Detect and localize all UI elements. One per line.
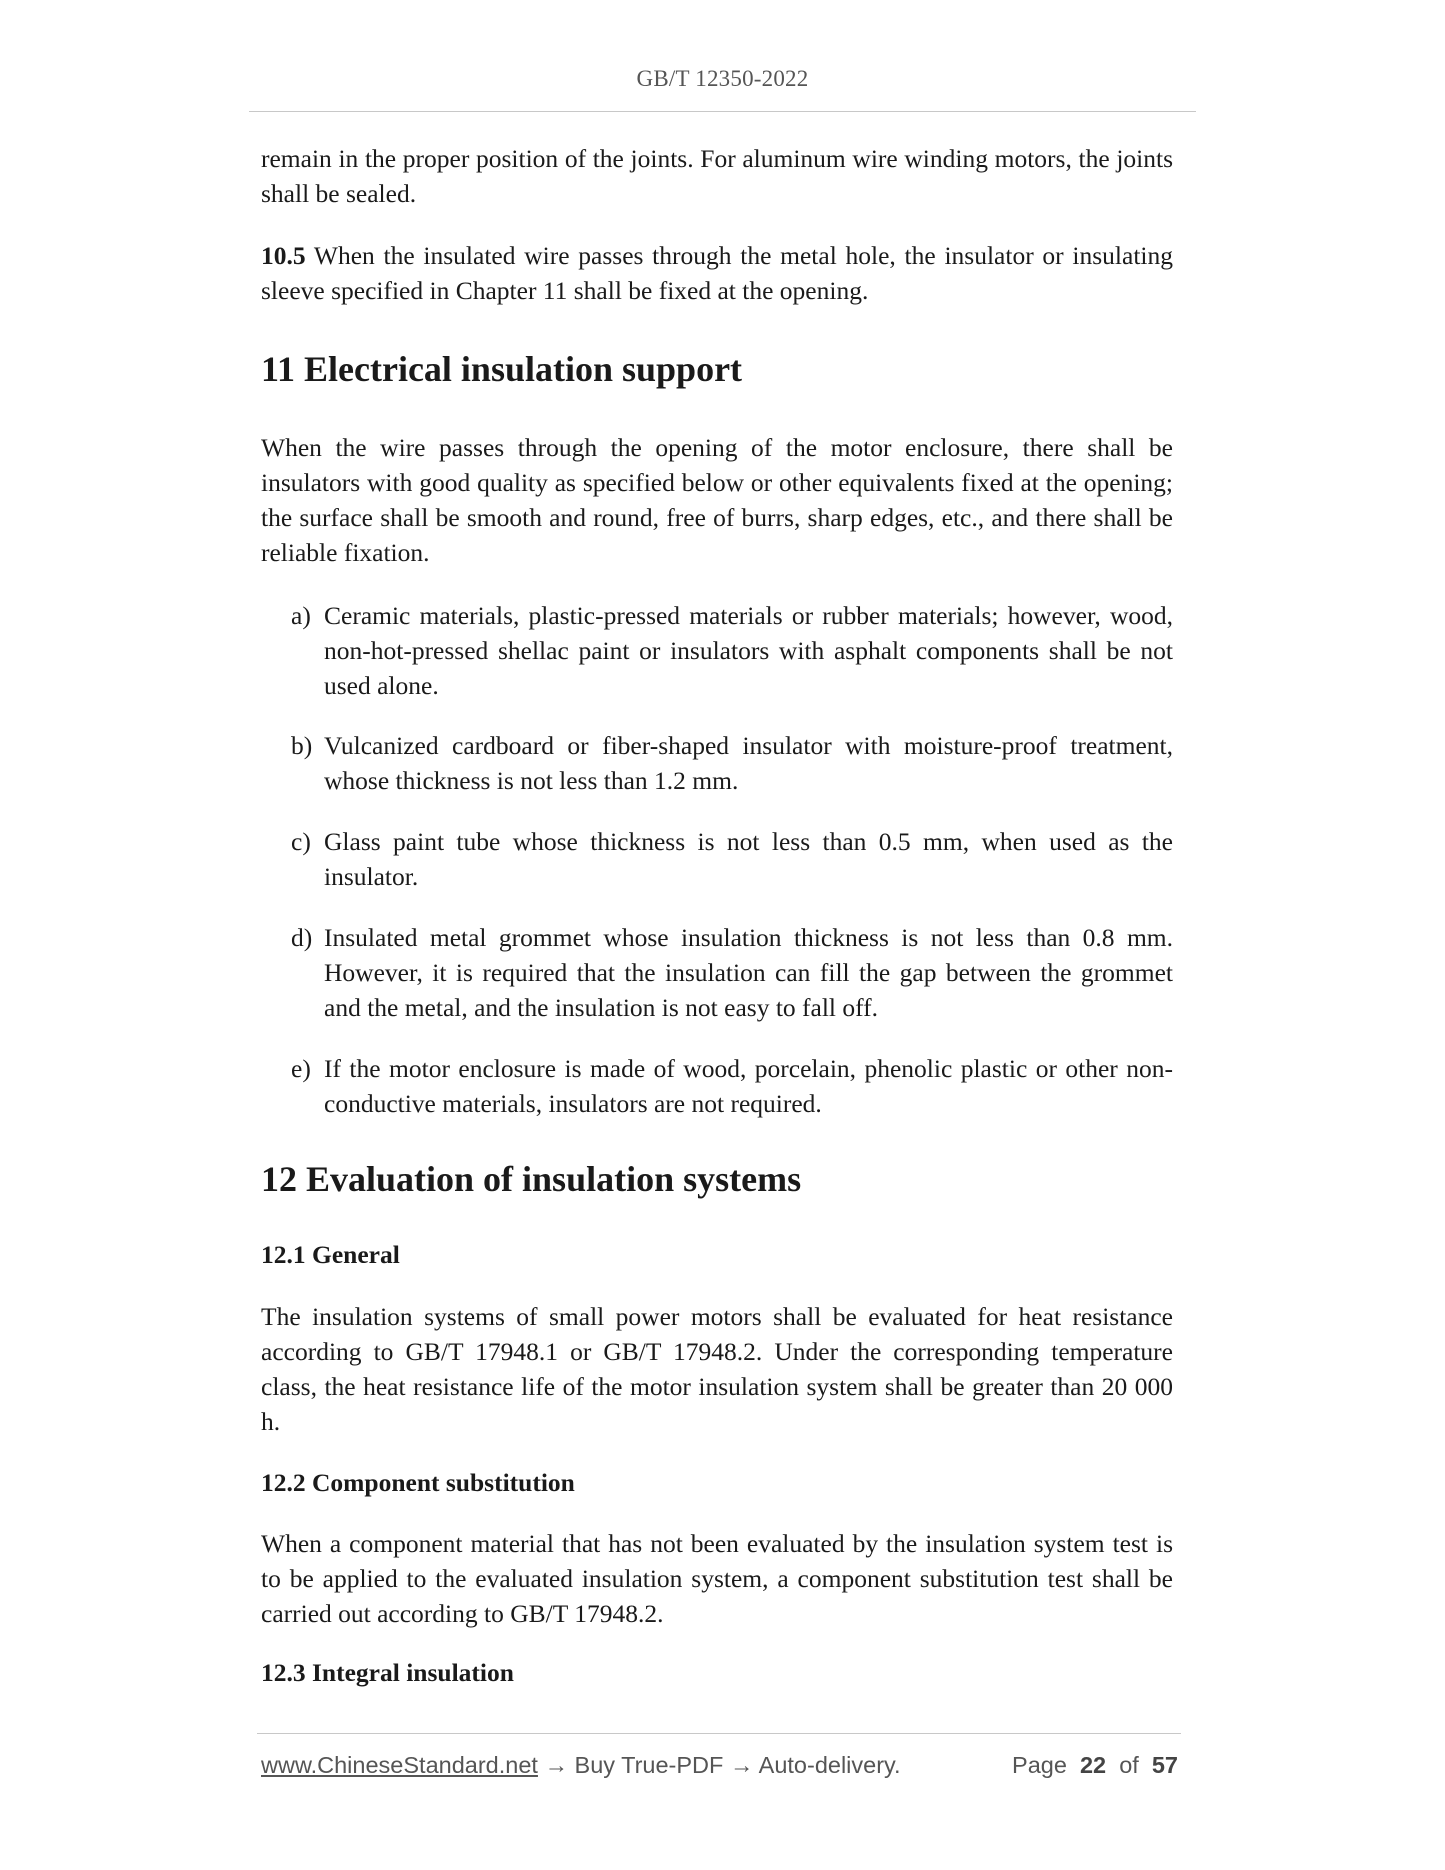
footer — [261, 1752, 1178, 1779]
list-item — [291, 598, 1173, 703]
subsection-heading-12-2: 12.2 Component substitution — [261, 1468, 575, 1497]
header-doc-id: GB/T 12350-2022 — [636, 66, 809, 91]
of-label: of — [1119, 1752, 1139, 1778]
buy-text: Buy True-PDF — [574, 1752, 724, 1778]
paragraph-continuation: remain in the proper position of the joints. For aluminum wire winding motors, the joints shall be sealed. — [261, 144, 1173, 208]
list-text: Glass paint tube whose thickness is not less than 0.5 mm, when used as the insulator. — [324, 827, 1173, 891]
section-11-intro: When the wire passes through the opening of the motor enclosure, there shall be insulators with good quality as specified below or other equivalents fixed at the opening; the surface shall be smooth and round, free of burrs, sharp edges, etc., and there shall be reliable fixation. — [261, 433, 1173, 567]
page-label: Page — [1012, 1752, 1067, 1778]
list-text: Vulcanized cardboard or fiber-shaped insulator with moisture-proof treatment, whose thickness is not less than 1.2 mm. — [324, 731, 1173, 795]
clause-10-5 — [261, 238, 1173, 308]
list-item — [291, 824, 1173, 894]
subsection-12-2-text: When a component material that has not been evaluated by the insulation system test is to be applied to the evaluated insulation system, a component substitution test shall be carried out according to GB/T 17948.2. — [261, 1529, 1173, 1628]
page-total: 57 — [1151, 1752, 1178, 1778]
arrow-icon: → — [537, 1752, 575, 1778]
subsection-12-1-text: The insulation systems of small power motors shall be evaluated for heat resistance according to GB/T 17948.1 or GB/T 17948.2. Under the corresponding temperature class, the heat resistance life of the motor insulation system shall be greater than 20 000 h. — [261, 1302, 1173, 1436]
list-text: Insulated metal grommet whose insulation thickness is not less than 0.8 mm. However, it is required that the insulation can fill the gap between the grommet and the metal, and the insulation is not easy to fall off. — [324, 923, 1173, 1022]
delivery-text: Auto-delivery. — [758, 1752, 901, 1778]
header-divider — [249, 111, 1196, 112]
clause-number: 10.5 — [261, 241, 306, 270]
list-item — [291, 920, 1173, 1025]
list-item — [291, 728, 1173, 798]
subsection-heading-12-1: 12.1 General — [261, 1240, 400, 1269]
list-marker: d) — [291, 923, 313, 952]
footer-divider — [257, 1733, 1181, 1734]
clause-text: When the insulated wire passes through the metal hole, the insulator or insulating sleeve specified in Chapter 11 shall be fixed at the opening. — [261, 241, 1173, 305]
list-marker: b) — [291, 731, 313, 760]
section-heading-12: 12 Evaluation of insulation systems — [261, 1159, 802, 1199]
list-marker: c) — [291, 827, 311, 856]
subsection-heading-12-3: 12.3 Integral insulation — [261, 1658, 514, 1687]
list-text: Ceramic materials, plastic-pressed materials or rubber materials; however, wood, non-hot-pressed shellac paint or insulators with asphalt components shall be not used alone. — [324, 601, 1173, 700]
list-item — [291, 1051, 1173, 1121]
page-number: 22 — [1079, 1752, 1107, 1778]
list-marker: a) — [291, 601, 311, 630]
section-heading-11: 11 Electrical insulation support — [261, 349, 743, 389]
site-link[interactable]: www.ChineseStandard.net — [261, 1752, 538, 1778]
page-indicator — [1012, 1752, 1178, 1779]
list-marker: e) — [291, 1054, 311, 1083]
arrow-icon: → — [723, 1752, 759, 1778]
list-text: If the motor enclosure is made of wood, porcelain, phenolic plastic or other non-conductive materials, insulators are not required. — [324, 1054, 1173, 1118]
